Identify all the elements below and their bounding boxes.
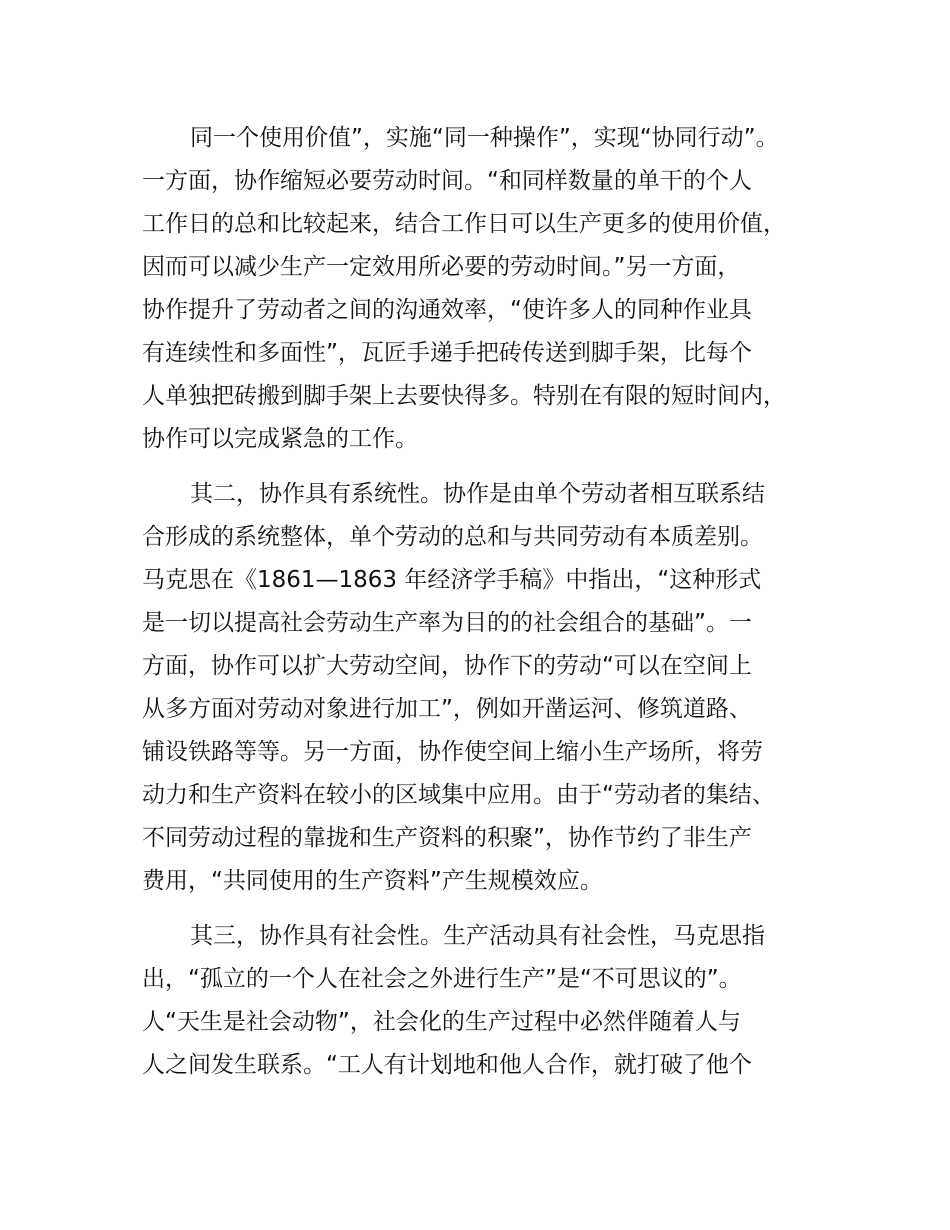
paragraph-1 <box>142 117 842 461</box>
text-line: 马克思在《1861—1863 年经济学手稿》中指出，“这种形式 <box>142 567 762 593</box>
document-body <box>142 117 842 1087</box>
text-line: 出，“孤立的一个人在社会之外进行生产”是“不可思议的”。 <box>142 966 742 992</box>
text-line: 是一切以提高社会劳动生产率为目的的社会组合的基础”。一 <box>142 610 752 636</box>
text-line: 从多方面对劳动对象进行加工”，例如开凿运河、修筑道路、 <box>142 696 752 722</box>
text-line: 人单独把砖搬到脚手架上去要快得多。特别在有限的短时间内， <box>142 383 786 409</box>
paragraph-3 <box>142 915 842 1087</box>
text-line: 其二，协作具有系统性。协作是由单个劳动者相互联系结 <box>190 481 765 507</box>
text-line: 有连续性和多面性”，瓦匠手递手把砖传送到脚手架，比每个 <box>142 340 752 366</box>
text-line: 合形成的系统整体，单个劳动的总和与共同劳动有本质差别。 <box>142 524 763 550</box>
text-line: 人之间发生联系。“工人有计划地和他人合作，就打破了他个 <box>142 1052 752 1078</box>
text-line: 协作提升了劳动者之间的沟通效率，“使许多人的同种作业具 <box>142 297 752 323</box>
text-line: 一方面，协作缩短必要劳动时间。“和同样数量的单干的个人 <box>142 168 752 194</box>
text-line: 铺设铁路等等。另一方面，协作使空间上缩小生产场所，将劳 <box>142 739 763 765</box>
text-line: 其三，协作具有社会性。生产活动具有社会性，马克思指 <box>190 923 765 949</box>
text-line: 同一个使用价值”，实施“同一种操作”，实现“协同行动”。 <box>190 125 779 151</box>
text-line: 因而可以减少生产一定效用所必要的劳动时间。”另一方面， <box>142 254 741 280</box>
paragraph-2 <box>142 473 842 903</box>
text-line: 费用，“共同使用的生产资料”产生规模效应。 <box>142 868 603 894</box>
text-line: 协作可以完成紧急的工作。 <box>142 426 418 452</box>
text-line: 动力和生产资料在较小的区域集中应用。由于“劳动者的集结、 <box>142 782 775 808</box>
text-line: 人“天生是社会动物”，社会化的生产过程中必然伴随着人与 <box>142 1009 741 1035</box>
text-line: 工作日的总和比较起来，结合工作日可以生产更多的使用价值， <box>142 211 786 237</box>
text-line: 方面，协作可以扩大劳动空间，协作下的劳动“可以在空间上 <box>142 653 752 679</box>
text-line: 不同劳动过程的靠拢和生产资料的积聚”，协作节约了非生产 <box>142 825 752 851</box>
